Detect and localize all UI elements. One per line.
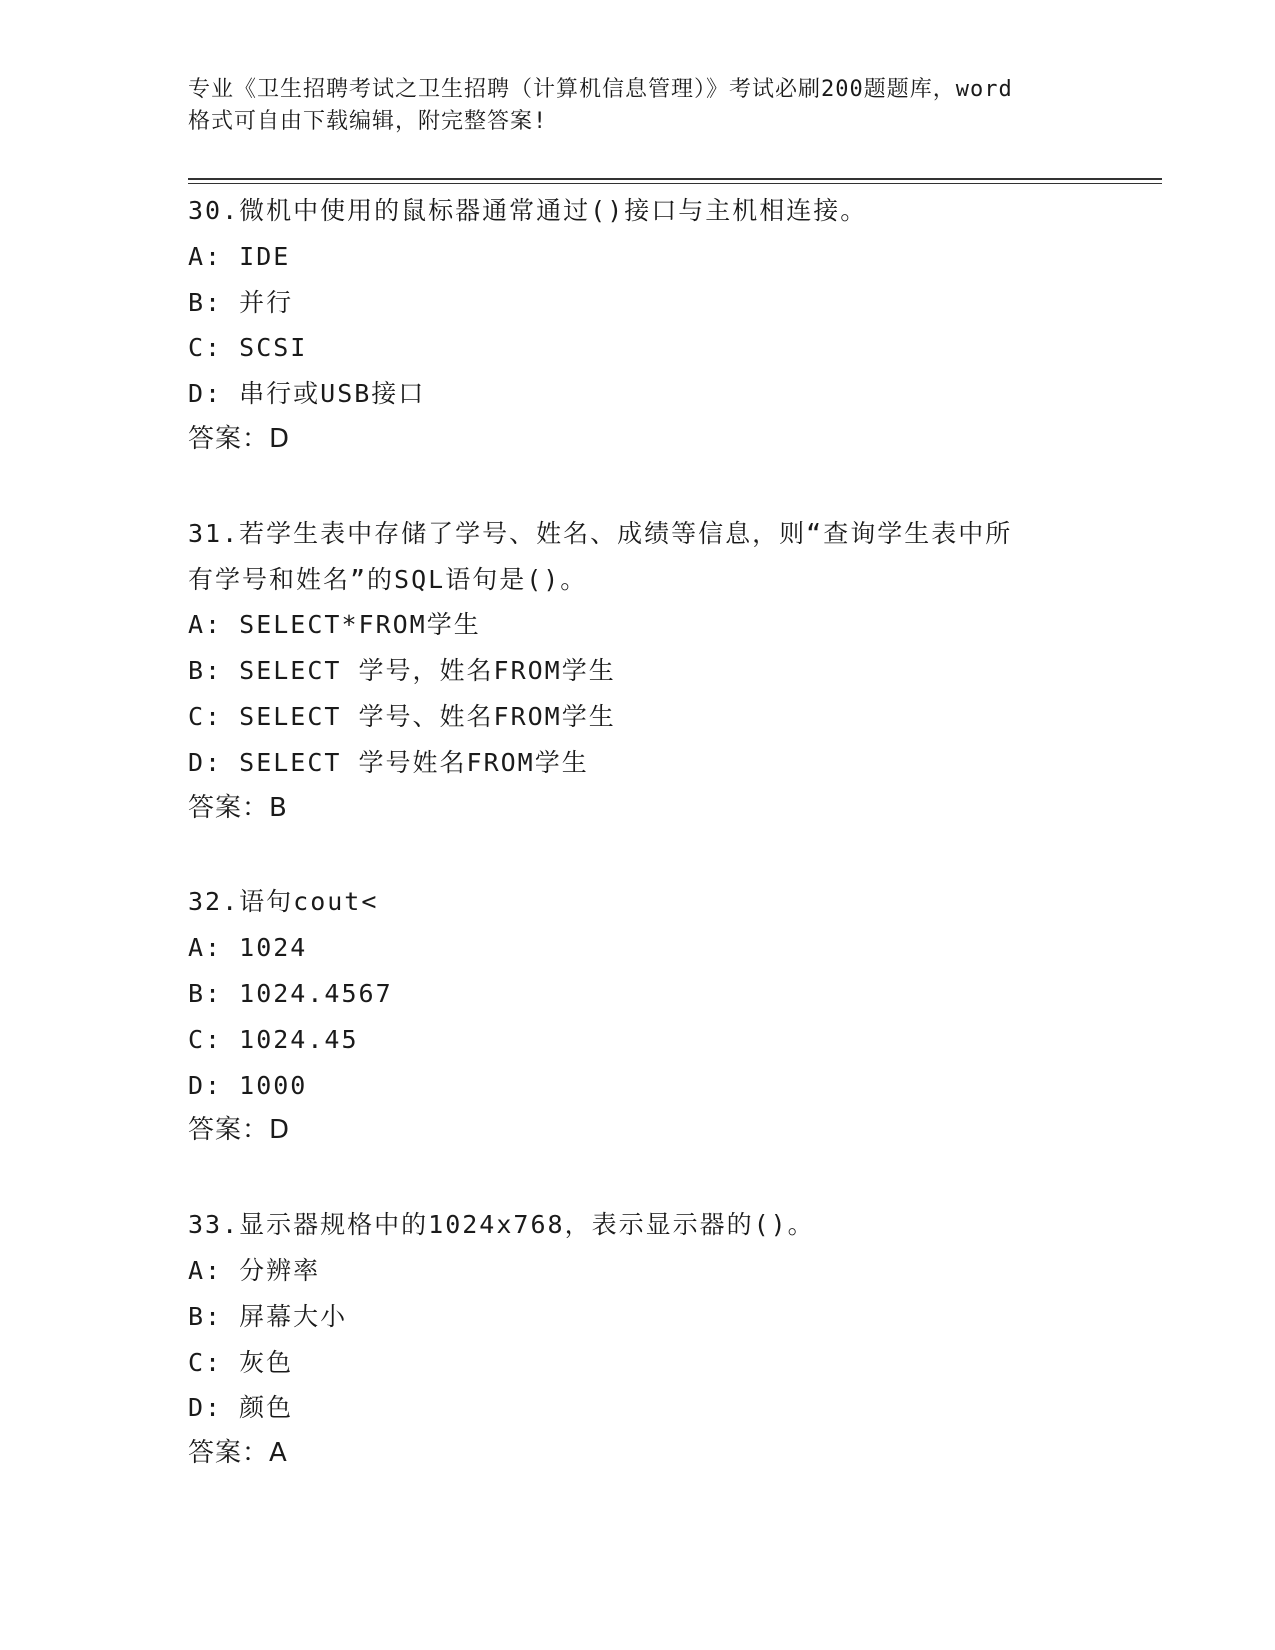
option-d: D: SELECT 学号姓名FROM学生: [188, 747, 589, 777]
option-b: B: 1024.4567: [188, 978, 393, 1008]
document-header: [188, 74, 1088, 138]
option-c: C: 灰色: [188, 1347, 294, 1377]
option-a: A: 分辨率: [188, 1255, 321, 1285]
question-stem-line-2: 有学号和姓名”的SQL语句是()。: [188, 564, 588, 594]
answer-label: 答案：D: [188, 423, 291, 454]
header-line-2: 格式可自由下载编辑，附完整答案!: [188, 109, 548, 134]
question-stem: 30.微机中使用的鼠标器通常通过()接口与主机相连接。: [188, 196, 868, 225]
header-divider: [188, 178, 1162, 184]
question-33: [188, 1202, 1088, 1477]
option-d: D: 1000: [188, 1070, 308, 1100]
option-a: A: SELECT*FROM学生: [188, 610, 481, 640]
question-stem-line-1: 31.若学生表中存储了学号、姓名、成绩等信息，则“查询学生表中所: [188, 518, 1013, 548]
option-c: C: SCSI: [188, 333, 308, 363]
question-list: [188, 188, 1088, 1525]
question-stem: 33.显示器规格中的1024x768，表示显示器的()。: [188, 1210, 815, 1240]
option-c: C: SELECT 学号、姓名FROM学生: [188, 701, 616, 731]
header-line-1: 专业《卫生招聘考试之卫生招聘（计算机信息管理）》考试必刷200题题库，word: [188, 77, 1013, 102]
answer-label: 答案：A: [188, 1438, 288, 1469]
answer-label: 答案：D: [188, 1115, 291, 1146]
option-a: A: 1024: [188, 933, 308, 963]
answer-label: 答案：B: [188, 792, 288, 823]
option-d: D: 串行或USB接口: [188, 379, 426, 409]
option-c: C: 1024.45: [188, 1024, 359, 1054]
option-b: B: 屏幕大小: [188, 1301, 348, 1331]
option-d: D: 颜色: [188, 1393, 294, 1423]
question-stem: 32.语句cout<: [188, 887, 379, 917]
question-32: [188, 879, 1088, 1154]
option-b: B: 并行: [188, 287, 294, 317]
question-30: [188, 188, 1088, 463]
option-b: B: SELECT 学号，姓名FROM学生: [188, 656, 616, 686]
option-a: A: IDE: [188, 241, 291, 271]
question-31: [188, 511, 1088, 832]
